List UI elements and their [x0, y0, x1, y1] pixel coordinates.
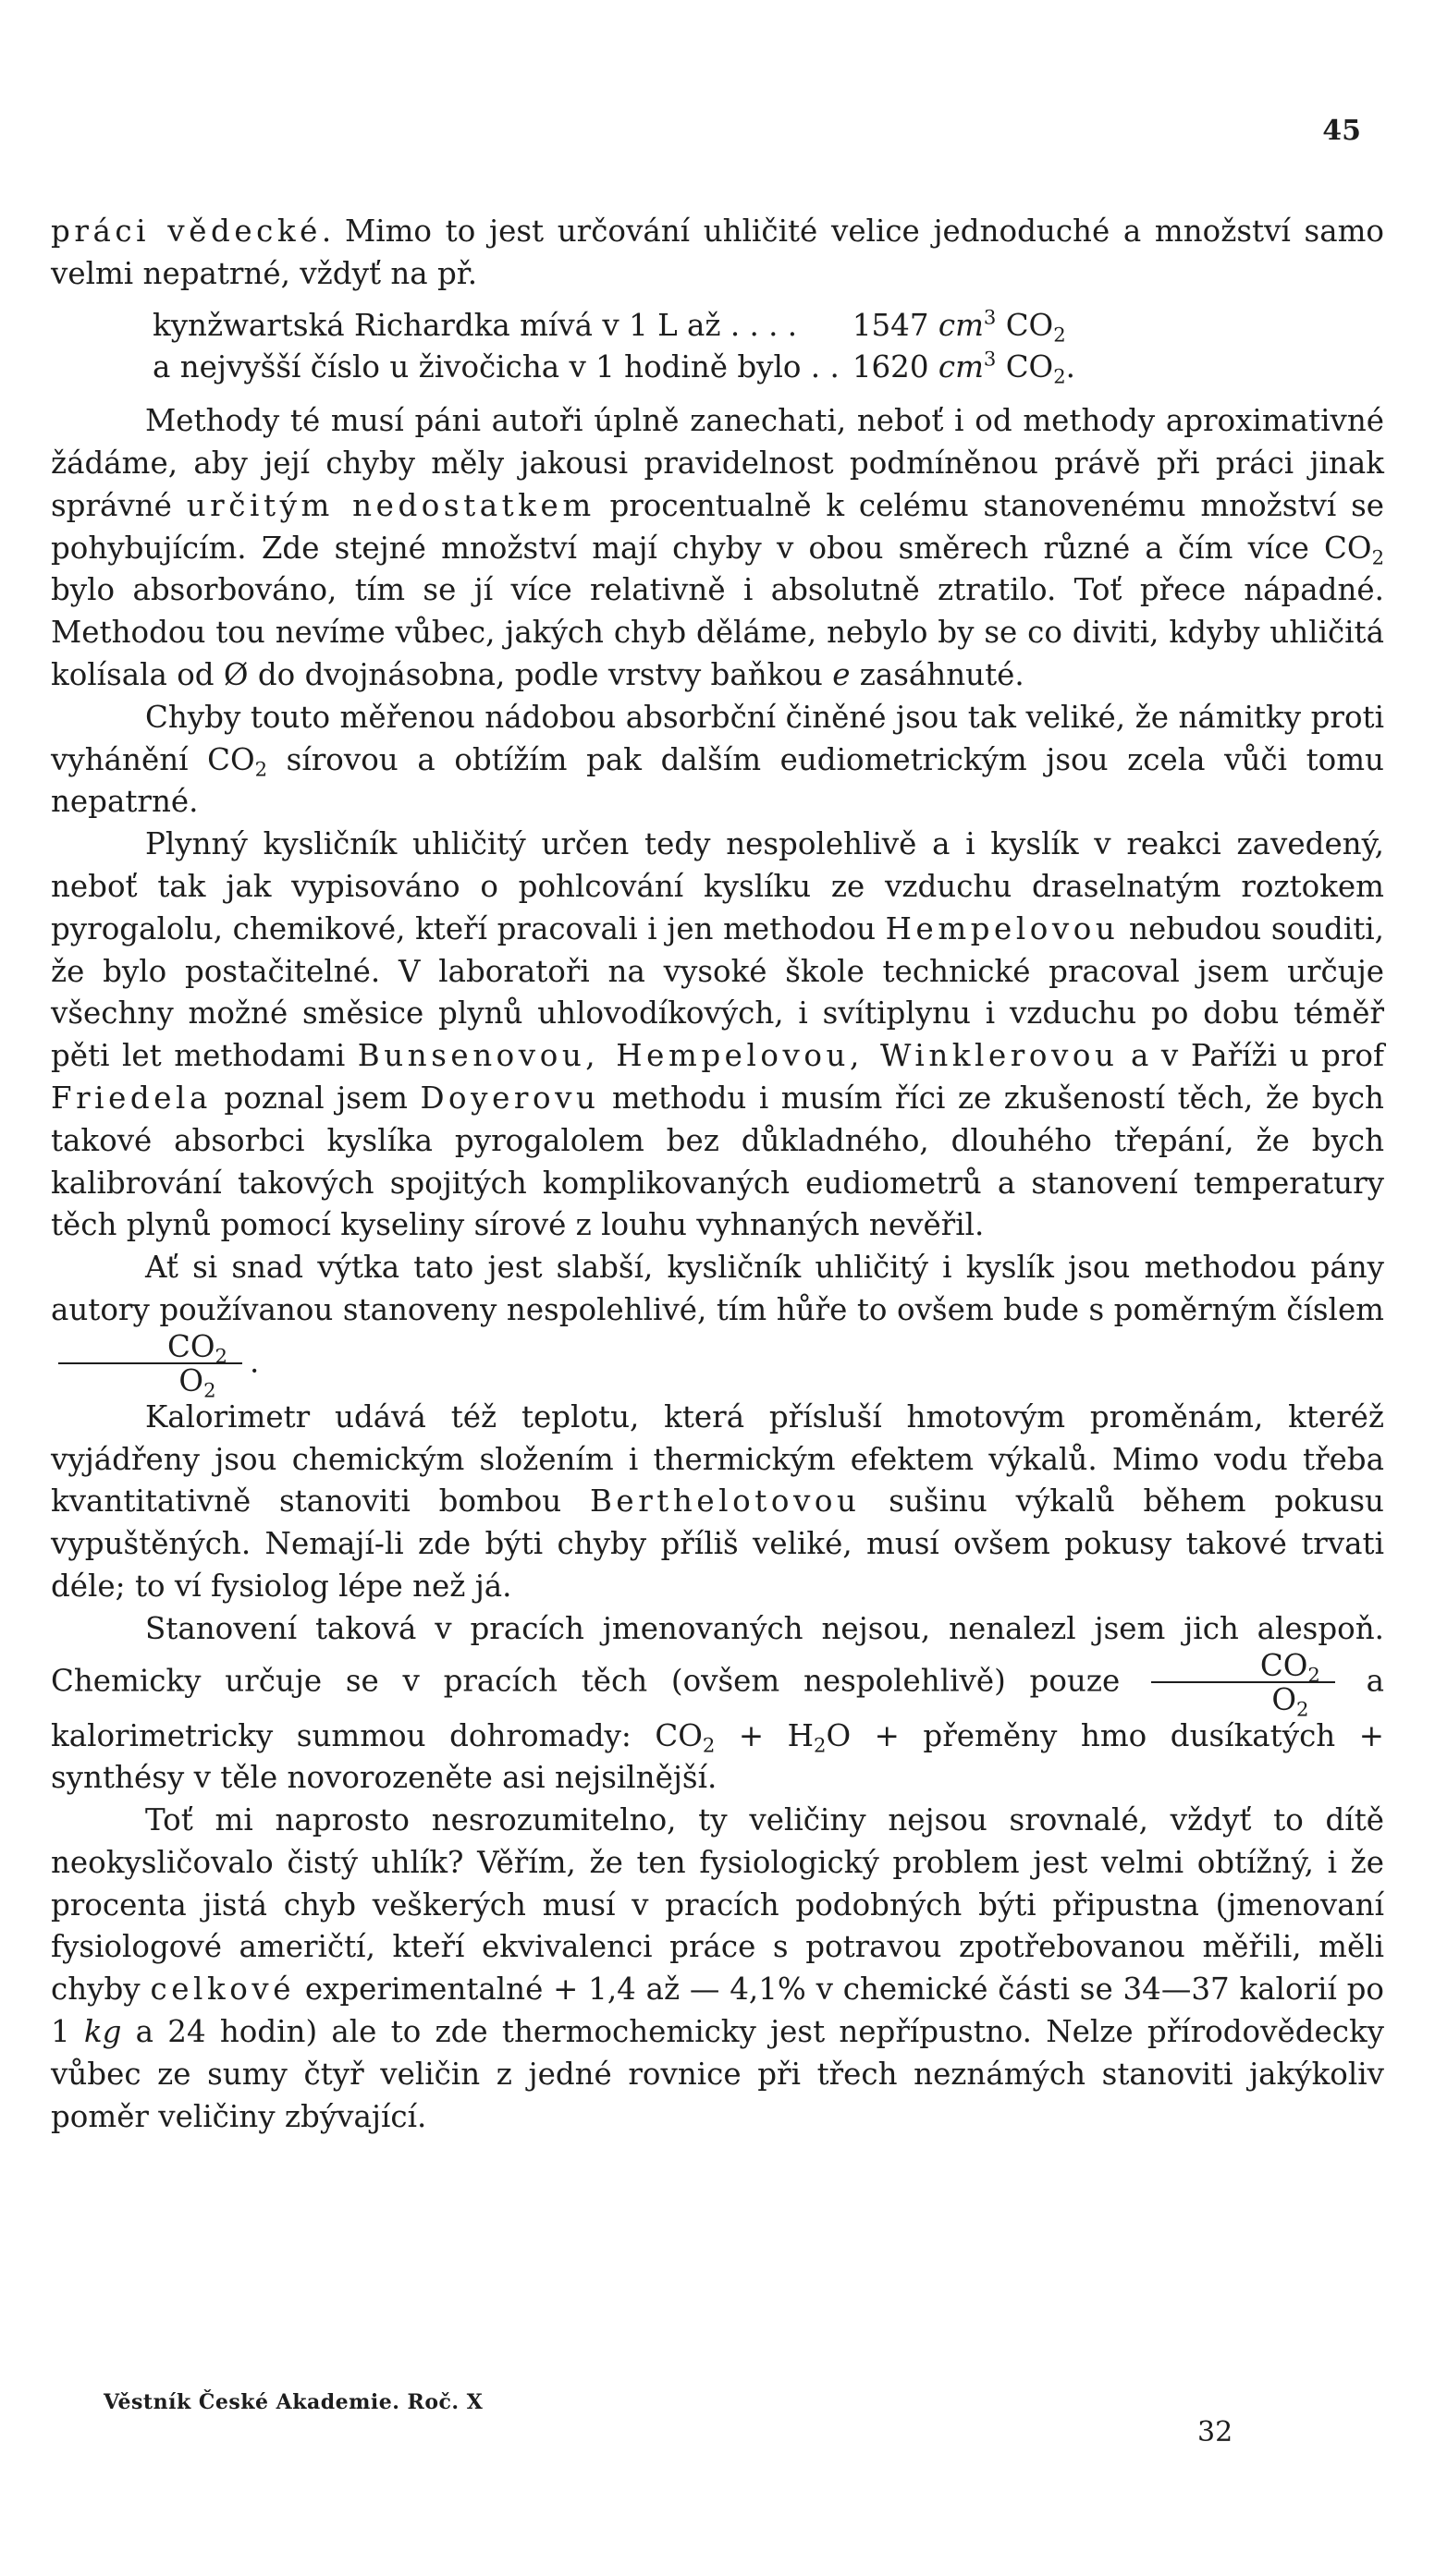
gas-subscript: 2 [1053, 364, 1066, 388]
text-run: a kalorimetricky summou dohromady: CO [51, 1663, 1384, 1753]
paragraph-2 [51, 400, 1384, 697]
text-run: nebudou souditi, že bylo postačitelné. V laboratoři na vysoké škole technické pracoval jsem určuje všechny možné směsice plynů uhlovodíkových, i svítiplynu i vzduchu po dobu téměř pěti let methodami [51, 910, 1385, 1074]
fraction-numerator: $CO_2$ [1151, 1651, 1335, 1684]
text-run: bylo absorbováno, tím se jí více relativně i absolutně ztratilo. Toť přece nápadné. Methodou tou nevíme vůbec, jakých chyb děláme, nebylo by se co diviti, kdyby uhličitá kolísala od Ø do dvojnásobna, podle vrstvy baňkou [51, 572, 1384, 692]
spaced-emphasis: celkové [150, 1972, 296, 2008]
unit: cm [938, 307, 984, 343]
fraction-denominator: $O_2$ [178, 1363, 216, 1402]
text-run: methodu i musím říci ze zkušeností těch, že bych takové absorbci kyslíka pyrogalolem bez důkladného, dlouhého třepání, že bych kalibrování takových spojitých komplikovaných eudiometrů a stanovení temperatury těch plynů pomocí kyseliny sírové z louhu vyhnaných nevěřil. [51, 1080, 1384, 1243]
paragraph-1 [51, 211, 1384, 296]
paragraph-8 [51, 1800, 1384, 2138]
spaced-emphasis: práci vědecké [51, 214, 322, 249]
co2-values-table [153, 305, 1075, 390]
text-run: Ať si snad výtka tato jest slabší, kysličník uhličitý i kyslík jsou methodou pány autory používanou stanoveny nespolehlivé, tím hůře to ovšem bude s poměrným číslem [51, 1250, 1384, 1327]
text-run: Plynný kysličník uhličitý určen tedy nespolehlivě a i kyslík v reakci zavedený, neboť tak jak vypisováno o pohlcování kyslíku ze vzduchu draselnatým roztokem pyrogalolu, chemikové, kteří pracovali i jen methodou [51, 826, 1384, 946]
paragraph-5 [51, 1247, 1384, 1402]
signature-number: 32 [1197, 2416, 1233, 2448]
text-run: . [249, 1344, 260, 1380]
text-run: zasáhnuté. [850, 656, 1024, 692]
paragraph-3 [51, 697, 1384, 824]
ratio-fraction [1151, 1647, 1335, 1721]
spaced-emphasis: Hempelovou [885, 910, 1120, 946]
value-number: 1547 [852, 307, 929, 343]
row-value [852, 305, 1075, 348]
text-run: a 24 hodin) ale to zde thermochemicky jest nepřípustno. Nelze přírodovědecky vůbec ze sumy čtyř veličin z jedné rovnice při třech neznámých stanoviti jakýkoliv poměr veličiny zbývající. [51, 2014, 1384, 2134]
row-value [852, 347, 1075, 389]
table-row [153, 347, 1075, 389]
row-end: . [1065, 349, 1075, 385]
text-run: a v Paříži u prof [1118, 1038, 1384, 1074]
gas-formula: CO [1005, 307, 1054, 343]
gas-subscript: 2 [1053, 322, 1066, 346]
value-number: 1620 [852, 349, 929, 385]
journal-footer: Věstník České Akademie. Roč. X [104, 2390, 484, 2414]
table-row [153, 305, 1075, 348]
text-run: Chyby touto měřenou nádobou absorbční činěné jsou tak veliké, že námitky proti vyhánění CO [51, 699, 1384, 777]
paragraph-6 [51, 1397, 1384, 1608]
text-run: + H [715, 1717, 815, 1753]
spaced-emphasis: Friedela [51, 1080, 212, 1116]
text-run: O + přeměny hmo dusíkatých + synthésy v těle novorozeněte asi nejsilnější. [51, 1717, 1384, 1796]
subscript: 2 [814, 1732, 827, 1756]
italic-letter: e [832, 656, 851, 692]
row-label: a nejvyšší číslo u živočicha v 1 hodině bylo . . [153, 349, 840, 385]
paragraph-4 [51, 824, 1384, 1247]
gas-formula: CO [1005, 349, 1054, 385]
text-run: poznal jsem [211, 1080, 421, 1116]
subscript: 2 [1371, 544, 1384, 568]
spaced-emphasis: Bunsenovou, Hempelovou, Winklerovou [357, 1038, 1119, 1074]
text-run: sušinu výkalů během pokusu vypuštěných. Nemají-li zde býti chyby příliš veliké, musí ovšem pokusy takové trvati déle; to ví fysiolog lépe než já. [51, 1483, 1384, 1604]
text-run: Kalorimetr udává též teplotu, která přísluší hmotovým proměnám, kteréž vyjádřeny jsou chemickým složením i thermickým efektem výkalů. Mimo vodu třeba kvantitativně stanoviti bombou [51, 1398, 1384, 1520]
unit-exponent: 3 [983, 347, 997, 371]
page-number: 45 [1322, 115, 1361, 147]
text-run: Stanovení taková v pracích jmenovaných nejsou, nenalezl jsem jich alespoň. Chemicky určuje se v pracích těch (ovšem nespolehlivě) pouze [51, 1610, 1384, 1698]
text-run: sírovou a obtížím pak dalším eudiometrickým jsou zcela vůči tomu nepatrné. [51, 741, 1384, 820]
fraction-denominator: $O_2$ [1271, 1682, 1309, 1721]
text-run: experimentalné + 1,4 až — 4,1% v chemické části se 34—37 kalorií po 1 [51, 1972, 1385, 2050]
italic-unit: kg [83, 2014, 122, 2050]
text-run: Toť mi naprosto nesrozumitelno, ty veličiny nejsou srovnalé, vždyť to dítě neokysličovalo čistý uhlík? Věřím, že ten fysiologický problem jest velmi obtížný, i že procenta jistá chyb veškerých musí v pracích podobných býti připustna (jmenovaní fysiologové američtí, kteří ekvivalenci práce s potravou zpotřebovanou měřili, měli chyby [51, 1802, 1384, 2008]
spaced-emphasis: Berthelotovou [589, 1483, 861, 1520]
page-body [51, 211, 1384, 2138]
unit: cm [938, 349, 984, 385]
subscript: 2 [702, 1732, 716, 1756]
text-run: . Mimo to jest určování uhličité velice jednoduché a množství samo velmi nepatrné, vždyť na př. [51, 214, 1384, 291]
text-run: procentualně k celému stanovenému množství se pohybujícím. Zde stejné množství mají chyby v obou směrech různé a čím více CO [51, 487, 1384, 566]
subscript: 2 [254, 756, 268, 780]
spaced-emphasis: Doyerovu [420, 1080, 600, 1116]
spaced-emphasis: určitým nedostatkem [186, 487, 595, 523]
text-run: Methody té musí páni autoři úplně zanechati, neboť i od methody aproximativné žádáme, aby její chyby měly jakousi pravidelnost podmíněnou právě při práci jinak správné [51, 403, 1384, 523]
ratio-fraction [58, 1328, 242, 1402]
paragraph-7 [51, 1608, 1384, 1800]
fraction-numerator: $CO_2$ [58, 1332, 242, 1365]
row-label: kynžwartská Richardka mívá v 1 L až . . . . [153, 307, 798, 343]
unit-exponent: 3 [983, 304, 997, 328]
